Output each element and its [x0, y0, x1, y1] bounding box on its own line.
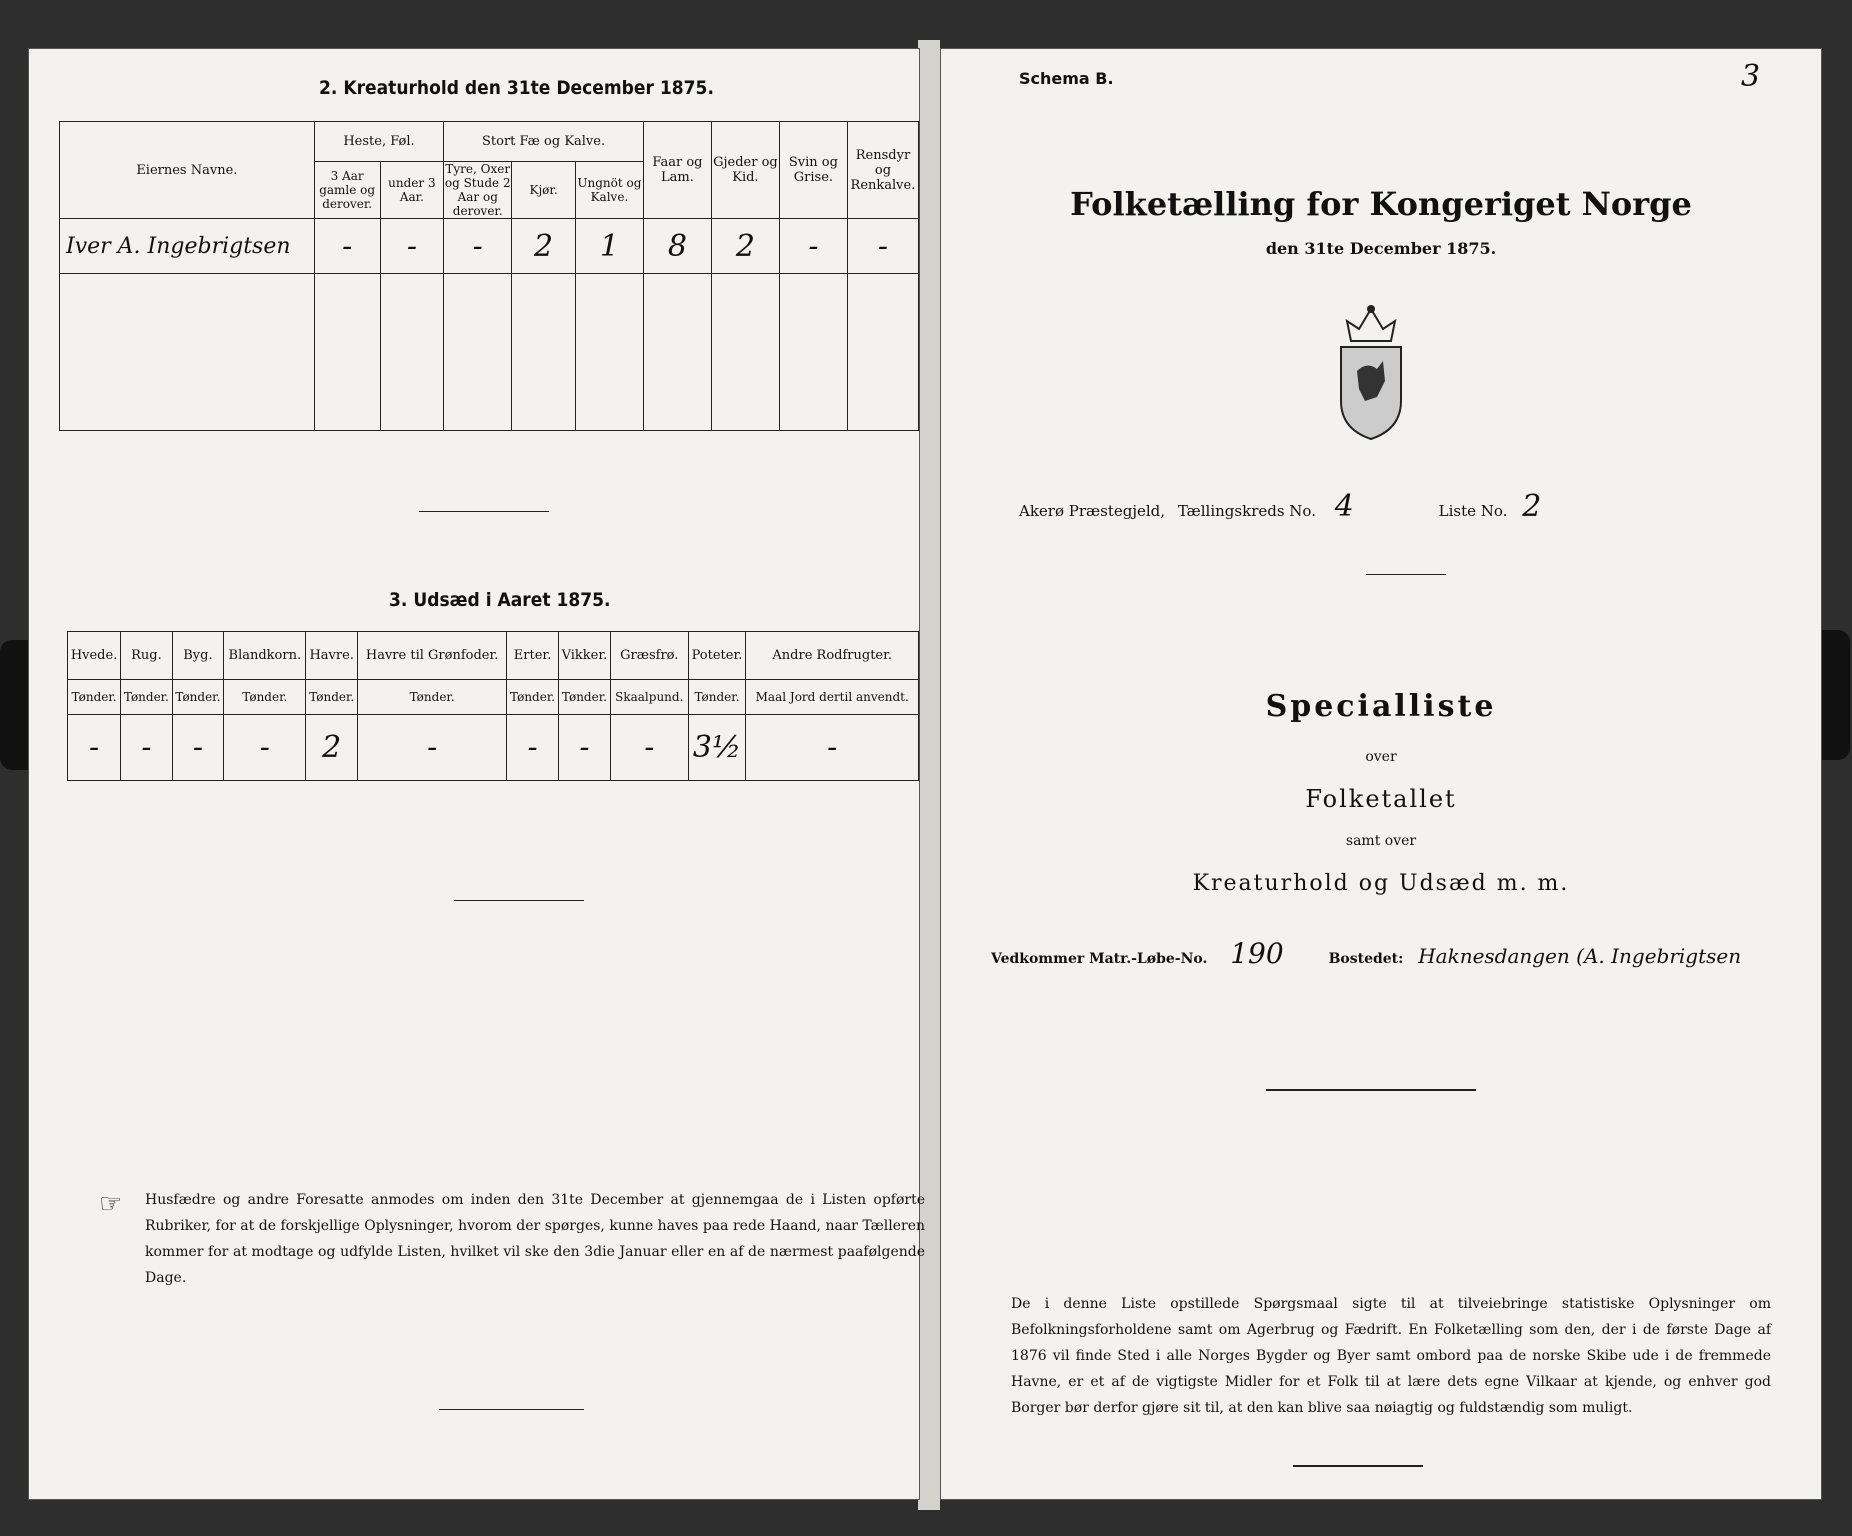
samt-over: samt over: [1345, 833, 1417, 849]
seed-value-2: -: [172, 715, 224, 781]
seed-value-8: -: [611, 715, 688, 781]
right-page: [940, 48, 1822, 1500]
seed-unit-2: Tønder.: [172, 679, 224, 715]
grp-stort: Stort Fæ og Kalve.: [444, 122, 644, 162]
col-rensdyr: Rensdyr og Renkalve.: [847, 122, 918, 219]
seed-unit-9: Tønder.: [688, 679, 746, 715]
seed-value-10: -: [746, 715, 919, 781]
main-title: Folketælling for Kongeriget Norge: [1070, 185, 1692, 223]
divider: [1266, 1089, 1476, 1091]
matr-line: [991, 937, 1821, 970]
seed-unit-8: Skaalpund.: [611, 679, 688, 715]
col-owner: Eiernes Navne.: [60, 122, 315, 219]
over-1: over: [1365, 749, 1397, 765]
seed-header-7: Vikker.: [558, 632, 610, 680]
owner-name: Iver A. Ingebrigtsen: [60, 219, 315, 274]
seed-header-9: Poteter.: [688, 632, 746, 680]
divider: [1366, 574, 1446, 575]
seed-header-3: Blandkorn.: [224, 632, 306, 680]
divider: [1293, 1465, 1423, 1467]
seed-value-9: 3½: [688, 715, 746, 781]
divider: [419, 511, 549, 512]
seed-header-0: Hvede.: [68, 632, 121, 680]
seed-value-5: -: [357, 715, 506, 781]
seed-unit-4: Tønder.: [306, 679, 358, 715]
seed-unit-0: Tønder.: [68, 679, 121, 715]
kreds-label: Tællingskreds No.: [1177, 502, 1316, 520]
seed-value-3: -: [224, 715, 306, 781]
seed-value-6: -: [507, 715, 559, 781]
seed-value-4: 2: [306, 715, 358, 781]
cell-heste1: -: [314, 219, 380, 274]
sub-stort1: Tyre, Oxer og Stude 2 Aar og derover.: [444, 162, 511, 218]
table-row-empty: [60, 274, 919, 431]
col-svin: Svin og Grise.: [779, 122, 847, 219]
col-faar: Faar og Lam.: [643, 122, 711, 219]
section3-title: 3. Udsæd i Aaret 1875.: [389, 589, 611, 611]
pointing-hand-icon: ☞: [99, 1189, 123, 1219]
seed-unit-7: Tønder.: [558, 679, 610, 715]
cell-stort2: 2: [512, 219, 576, 274]
seed-unit-6: Tønder.: [507, 679, 559, 715]
table-row: [68, 715, 919, 781]
seed-unit-3: Tønder.: [224, 679, 306, 715]
sub-heste2: under 3 Aar.: [380, 162, 444, 219]
seed-unit-5: Tønder.: [357, 679, 506, 715]
cell-stort1: -: [444, 219, 512, 274]
cell-stort3: 1: [575, 219, 643, 274]
page-number: 3: [1741, 59, 1761, 94]
seed-header-10: Andre Rodfrugter.: [746, 632, 919, 680]
seed-header-1: Rug.: [121, 632, 173, 680]
footer-text: De i denne Liste opstillede Spørgsmaal sigte til at tilveiebringe statistiske Oplysninger om Befolkningsforholdene samt om Agerbrug og Fædrift. En Folketælling som den, der i de første Dage af 1876 vil finde Sted i alle Norges Bygder og Byer samt ombord paa de norske Skibe ude i de fremmede Havne, er et af de vigtigste Midler for et Folk til at lære dets egne Vilkaar at kjende, og enhver god Borger bør derfor gjøre sit til, at den kan blive saa nøiagtig og fuldstændig som muligt.: [1011, 1296, 1771, 1416]
kreds-no: 4: [1334, 489, 1354, 524]
seed-header-6: Erter.: [507, 632, 559, 680]
location-line: [1019, 489, 1541, 524]
seed-value-1: -: [121, 715, 173, 781]
seed-header-5: Havre til Grønfoder.: [357, 632, 506, 680]
left-page: [28, 48, 925, 1500]
divider: [454, 900, 584, 901]
table-row: [60, 219, 919, 274]
cell-svin: -: [779, 219, 847, 274]
specialliste-title: Specialliste: [1265, 689, 1497, 724]
cell-rensdyr: -: [847, 219, 918, 274]
bosted-value: Haknesdangen (A. Ingebrigtsen: [1418, 944, 1742, 968]
sub-stort2: Kjør.: [512, 162, 576, 219]
folketallet: Folketallet: [1305, 785, 1457, 813]
seed-header-4: Havre.: [306, 632, 358, 680]
divider: [439, 1409, 584, 1410]
seed-header-2: Byg.: [172, 632, 224, 680]
liste-no: 2: [1522, 489, 1542, 524]
cell-gjeder: 2: [711, 219, 779, 274]
seed-unit-10: Maal Jord dertil anvendt.: [746, 679, 919, 715]
seed-header-8: Græsfrø.: [611, 632, 688, 680]
matr-label: Vedkommer Matr.-Løbe-No.: [991, 951, 1208, 967]
matr-no: 190: [1230, 937, 1284, 970]
seed-table: [67, 631, 919, 781]
schema-label: Schema B.: [1019, 69, 1114, 88]
subtitle: den 31te December 1875.: [1265, 239, 1497, 258]
sub-stort3: Ungnöt og Kalve.: [575, 162, 643, 219]
grp-heste: Heste, Føl.: [314, 122, 444, 162]
seed-value-7: -: [558, 715, 610, 781]
seed-value-0: -: [68, 715, 121, 781]
kreaturhold-udsaed: Kreaturhold og Udsæd m. m.: [1192, 871, 1570, 896]
col-gjeder: Gjeder og Kid.: [711, 122, 779, 219]
liste-label: Liste No.: [1438, 502, 1508, 520]
seed-unit-1: Tønder.: [121, 679, 173, 715]
livestock-table: [59, 121, 919, 431]
section2-title: 2. Kreaturhold den 31te December 1875.: [319, 77, 714, 99]
notice-paragraph: Husfædre og andre Foresatte anmodes om inden den 31te December at gjennemgaa de i Listen opførte Rubriker, for at de forskjellige Oplysninger, hvorom der spørges, kunne haves paa rede Haand, naar Tælleren kommer for at modtage og udfylde Listen, hvilket vil ske den 3die Januar eller en af de nærmest paafølgende Dage.: [145, 1192, 925, 1286]
cell-faar: 8: [643, 219, 711, 274]
coat-of-arms-icon: [1331, 301, 1411, 441]
prestegjeld: Akerø Præstegjeld,: [1019, 502, 1166, 520]
bosted-label: Bostedet:: [1328, 951, 1404, 967]
cell-heste2: -: [380, 219, 444, 274]
notice-text: [145, 1187, 925, 1291]
sub-heste1: 3 Aar gamle og derover.: [314, 162, 380, 219]
